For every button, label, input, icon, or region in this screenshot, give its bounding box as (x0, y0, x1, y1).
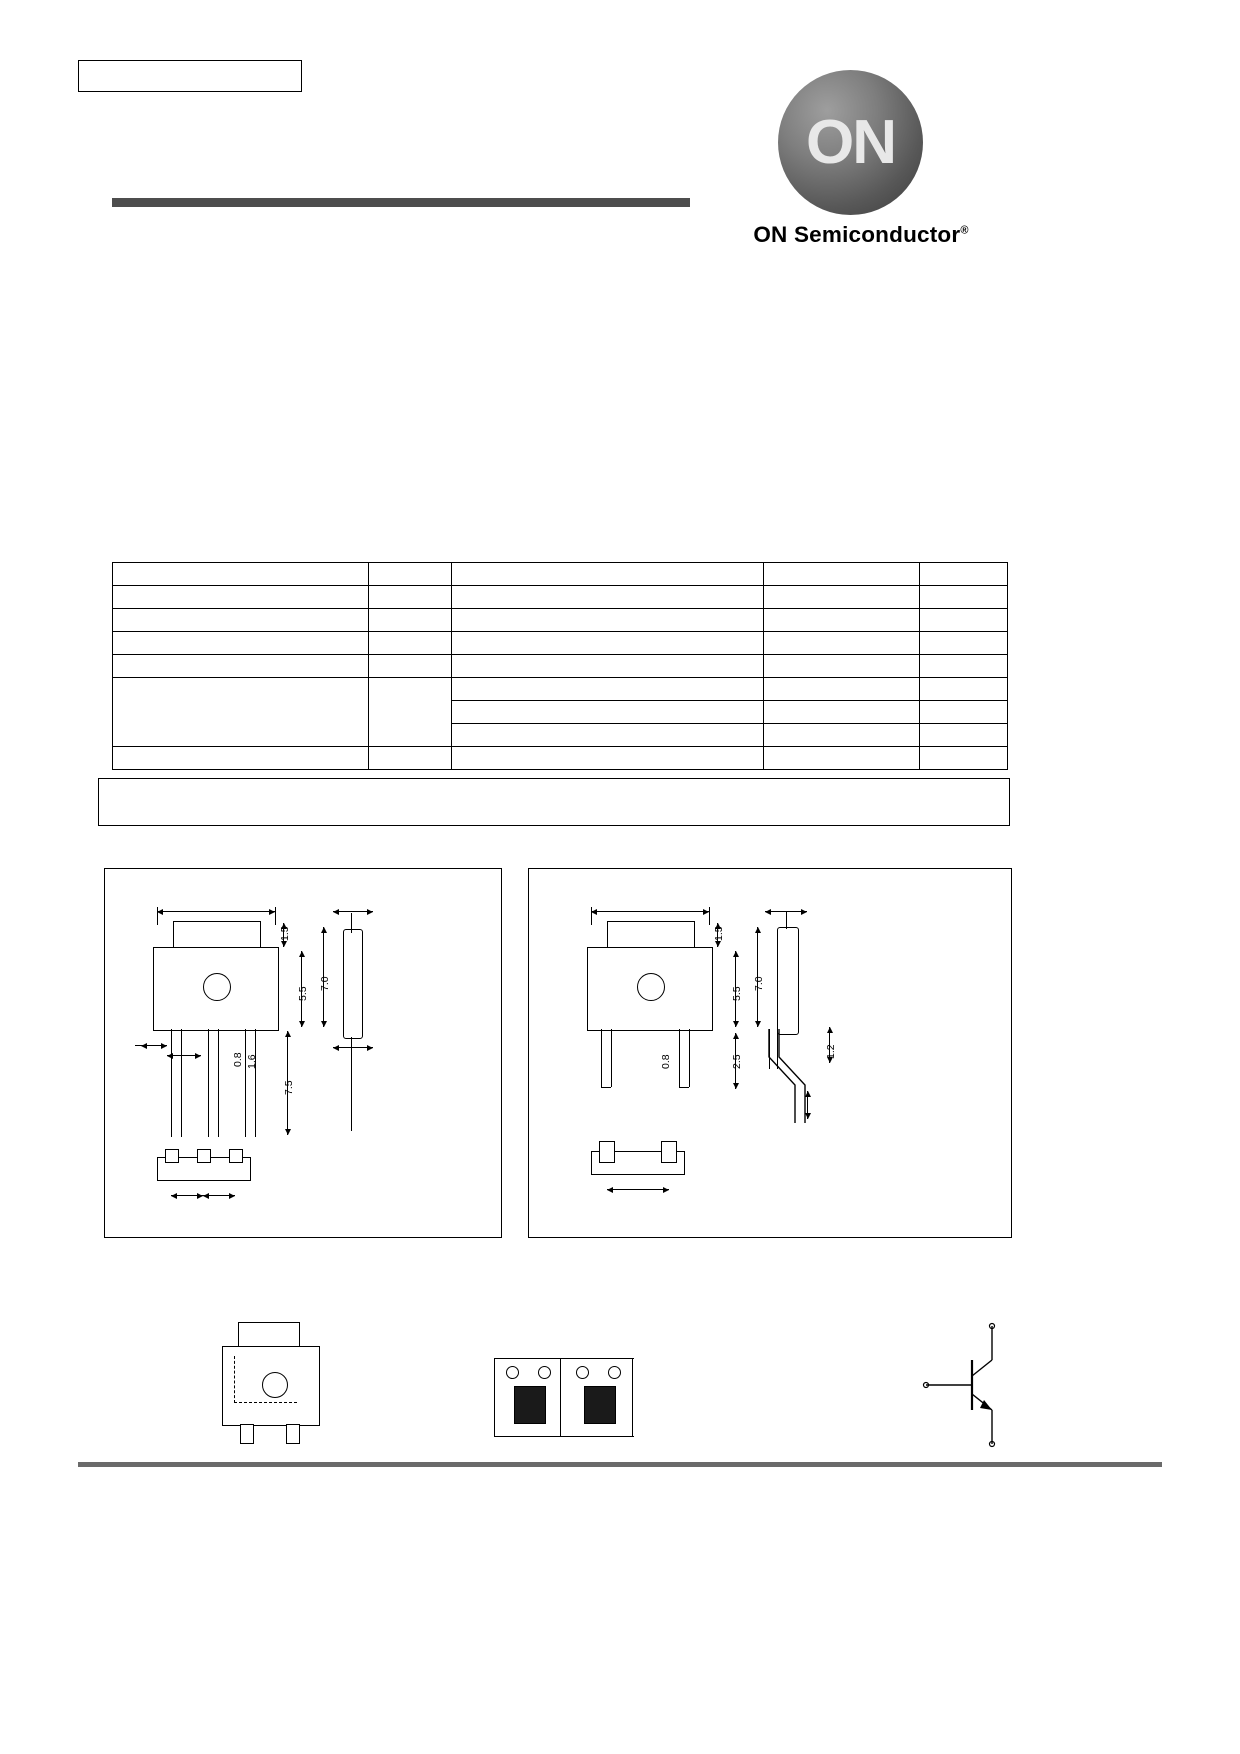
footer-rule (78, 1462, 1162, 1467)
right-side-view-body (777, 927, 799, 1035)
marking-pin-2 (286, 1424, 300, 1444)
table-row (113, 586, 1008, 609)
sprocket-hole-1-icon (506, 1366, 519, 1379)
cell-rating (113, 563, 369, 586)
left-dim-1-6: 1.6 (246, 1054, 258, 1069)
left-dim-7-5: 7.5 (283, 1080, 295, 1095)
sprocket-hole-4-icon (608, 1366, 621, 1379)
left-dim-1-5: 1.5 (279, 926, 291, 941)
left-mounting-hole-icon (203, 973, 231, 1001)
cell-extra (920, 609, 1008, 632)
right-mounting-hole-icon (637, 973, 665, 1001)
cell-extra (920, 563, 1008, 586)
cell-unit (764, 701, 920, 724)
cell-extra (920, 655, 1008, 678)
pad-layout-figure (494, 1358, 634, 1446)
cell-symbol (368, 586, 451, 609)
left-side-view-body (343, 929, 363, 1039)
brand-name: ON Semiconductor (753, 222, 961, 247)
sprocket-hole-3-icon (576, 1366, 589, 1379)
cell-extra (920, 678, 1008, 701)
table-row (113, 563, 1008, 586)
marking-dashed-outline (234, 1356, 297, 1403)
right-dim-5-5: 5.5 (731, 986, 743, 1001)
right-dim-2-5: 2.5 (731, 1054, 743, 1069)
logo-brand-text (746, 222, 976, 248)
cell-rating (113, 632, 369, 655)
on-semiconductor-logo (753, 70, 978, 250)
package-outline-right (528, 868, 1012, 1238)
table-note-box (98, 778, 1010, 826)
right-lead-bend-icon (761, 1027, 851, 1137)
left-dim-width-arrow (157, 911, 275, 912)
right-tab-rect (607, 921, 695, 949)
registered-icon: ® (960, 224, 969, 237)
right-pin-1 (599, 1141, 615, 1163)
cell-extra (920, 747, 1008, 770)
left-dim-5-5: 5.5 (297, 986, 309, 1001)
left-pin-1 (165, 1149, 179, 1163)
table-row (113, 609, 1008, 632)
schematic-symbol (920, 1320, 1040, 1450)
marking-diagram (222, 1322, 352, 1472)
cell-extra (920, 701, 1008, 724)
right-dim-7-0: 7.0 (753, 976, 765, 991)
cell-value (451, 678, 764, 701)
cell-symbol (368, 678, 451, 747)
marking-pin-1 (240, 1424, 254, 1444)
right-dim-1-2: 1.2 (825, 1044, 837, 1059)
cell-symbol (368, 747, 451, 770)
sprocket-hole-2-icon (538, 1366, 551, 1379)
cell-rating (113, 655, 369, 678)
cell-extra (920, 586, 1008, 609)
cell-value (451, 655, 764, 678)
part-number-box (78, 60, 302, 92)
table-row (113, 655, 1008, 678)
left-pin-2 (197, 1149, 211, 1163)
cell-rating (113, 586, 369, 609)
package-outline-left (104, 868, 502, 1238)
cell-value (451, 701, 764, 724)
cell-unit (764, 609, 920, 632)
cell-symbol (368, 655, 451, 678)
cell-value (451, 563, 764, 586)
cell-unit (764, 563, 920, 586)
right-pin-2 (661, 1141, 677, 1163)
cell-value (451, 609, 764, 632)
cell-unit (764, 632, 920, 655)
right-dim-0-8: 0.8 (660, 1054, 672, 1069)
title-underline (112, 198, 690, 207)
maximum-ratings-table (112, 562, 1008, 770)
cell-extra (920, 632, 1008, 655)
cell-value (451, 724, 764, 747)
logo-on-text: ON (806, 108, 895, 177)
cell-unit (764, 678, 920, 701)
tape-part-2 (584, 1386, 616, 1424)
cell-rating (113, 678, 369, 747)
transistor-icon (920, 1320, 1040, 1450)
left-dim-0-8: 0.8 (232, 1052, 244, 1067)
left-pin-3 (229, 1149, 243, 1163)
cell-extra (920, 724, 1008, 747)
table-row (113, 747, 1008, 770)
cell-value (451, 747, 764, 770)
cell-unit (764, 724, 920, 747)
left-dim-7-0: 7.0 (319, 976, 331, 991)
right-dim-width-arrow (591, 911, 709, 912)
marking-tab (238, 1322, 300, 1348)
cell-value (451, 586, 764, 609)
cell-unit (764, 747, 920, 770)
right-dim-1-5: 1.5 (713, 926, 725, 941)
cell-unit (764, 655, 920, 678)
cell-symbol (368, 609, 451, 632)
cell-value (451, 632, 764, 655)
table-row (113, 678, 1008, 701)
table-row (113, 632, 1008, 655)
cell-unit (764, 586, 920, 609)
cell-rating (113, 747, 369, 770)
left-tab-rect (173, 921, 261, 949)
cell-symbol (368, 563, 451, 586)
cell-symbol (368, 632, 451, 655)
tape-part-1 (514, 1386, 546, 1424)
cell-rating (113, 609, 369, 632)
